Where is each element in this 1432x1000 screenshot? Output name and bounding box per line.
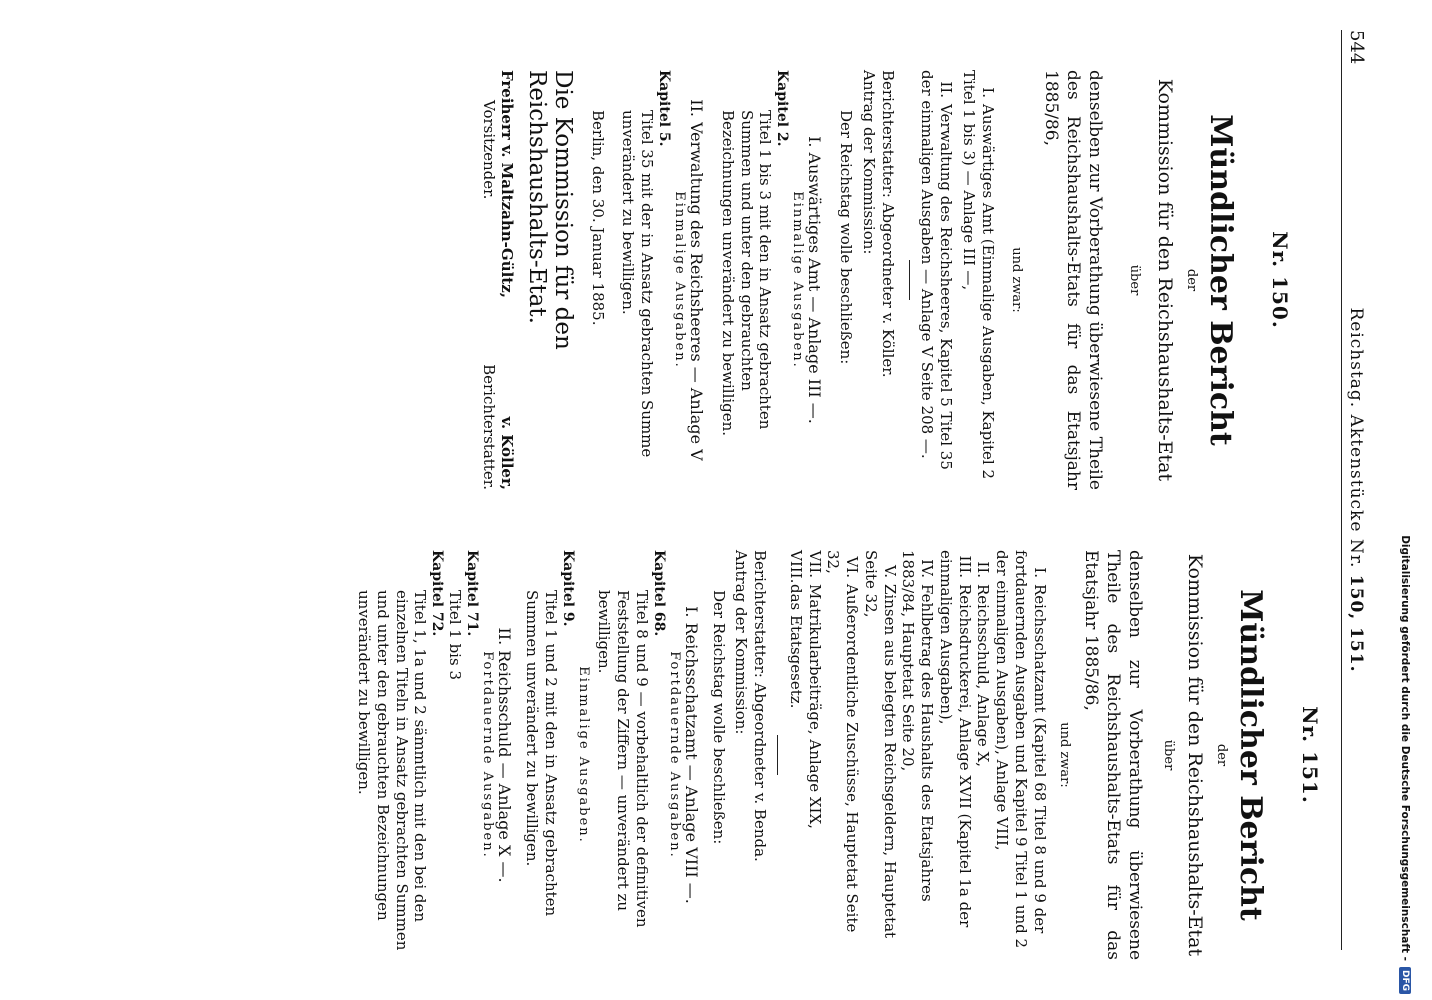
running-header [1341,30,1382,950]
ueber-label: über [1127,264,1142,296]
kapitel-72-text: Titel 1, 1a und 2 sämmtlich mit den bei den einzelnen Titeln in Ansatz gebrachten Summen und unter den gebrauchten Bezeichnungen unverändert zu bewilligen. [355,590,430,951]
list-item: II.Reichsschuld, Anlage X, [974,561,993,768]
section-II-sub: Fortdauernde Ausgaben. [480,651,496,859]
einmalige-label: Einmalige Ausgaben. [575,666,591,844]
antrag-label: Antrag der Kommission: [732,550,751,735]
digitization-credit: Digitalisierung gefördert durch die Deutsche Forschungsgemeinschaft - DFG [1378,0,1432,1000]
items-list [918,70,997,490]
section-I-title: I. Auswärtiges Amt — Anlage III —. [805,136,825,424]
kapitel-68-label: Kapitel 68. [651,550,667,637]
und-zwar: und zwar: [1056,722,1072,788]
kapitel-72-label: Kapitel 72. [429,550,446,637]
intro-text: denselben zur Vorberathung überwiesene Theile des Reichshaushalts-Etats für das Etatsjahr 1885/86, [1041,70,1105,490]
closing-commission: Die Kommission für den Reichshaushalts-Etat. [524,70,576,350]
section-I-sub: Fortdauernde Ausgaben. [667,651,682,859]
kapitel-2-label: Kapitel 2. [774,70,791,147]
beschliessen-label: Der Reichstag wolle beschließen: [709,590,728,845]
list-item: I.Auswärtiges Amt (Einmalige Ausgaben, Kapitel 2 Titel 1 bis 3) — Anlage III —, [960,70,997,480]
beschliessen-label: Der Reichstag wolle beschließen: [837,110,856,365]
doc-title: Mündlicher Bericht [1203,114,1238,446]
kapitel-2-text: Titel 1 bis 3 mit den in Ansatz gebrachten Summen und unter den gebrauchten Bezeichnungen unverändert zu bewilligen. [719,110,775,437]
der-label: der [1184,268,1199,292]
ueber-label: über [1161,739,1176,771]
reporter: Berichterstatter: Abgeordneter v. Benda. [751,550,770,862]
signatures [480,70,516,490]
section-II-sub: Einmalige Ausgaben. [672,191,688,369]
kapitel-9-text: Titel 1 und 2 mit den in Ansatz gebrachten Summen unverändert zu bewilligen. [523,590,560,917]
list-item: III.Reichsdruckerei, Anlage XVII (Kapitel 1a der einmaligen Ausgaben), [937,550,974,928]
kapitel-5-label: Kapitel 5. [656,70,673,147]
section-I-title: I. Reichsschatzamt — Anlage VIII —. [682,606,701,904]
doc-title: Mündlicher Bericht [1233,589,1268,921]
list-item: VI.Außerordentliche Zuschüsse, Hauptetat Seite 32, [824,550,862,933]
antrag-label: Antrag der Kommission: [860,70,878,255]
dfg-logo: DFG [1399,967,1411,994]
list-item: V.Zinsen aus belegten Reichsgeldern, Hauptetat Seite 32, [862,550,899,939]
reporter: Berichterstatter: Abgeordneter v. Köller. [878,70,897,378]
kapitel-9-label: Kapitel 9. [559,550,576,627]
doc-number: Nr. 150. [1268,231,1292,329]
list-item: IV.Fehlbetrag des Haushalts des Etatsjahres 1883/84, Hauptetat Seite 20, [899,550,937,902]
list-item: II.Verwaltung des Reichsheeres, Kapitel 5 Titel 35 der einmaligen Ausgaben — Anlage V Seite 208 —. [918,70,956,470]
section-II-title: II. Reichsschuld — Anlage X —. [495,627,515,883]
document-151 [355,550,1323,960]
document-150 [480,70,1292,490]
kapitel-68-text: Titel 8 und 9 — vorbehaltlich der definitiven Feststellung der Ziffern — unverändert zu bewilligen. [595,590,651,928]
divider [777,735,778,775]
list-item: VIII.das Etatsgesetz. [787,550,805,709]
running-title: Reichstag. Aktenstücke Nr. 150, 151. [1346,307,1366,673]
section-II-title: II. Verwaltung des Reichsheeres — Anlage V [687,99,707,461]
list-item: I.Reichsschatzamt (Kapitel 68 Titel 8 und 9 der fortdauernden Ausgaben und Kapitel 9 Titel 1 und 2 der einmaligen Ausgaben), Anlage VIII, [993,550,1049,949]
und-zwar: und zwar: [1008,247,1024,313]
page-number: 544 [1346,30,1367,65]
digitization-sidebar [1378,0,1432,1000]
divider [909,260,910,300]
der-label: der [1214,743,1229,767]
date-line: Berlin, den 30. Januar 1885. [588,110,607,326]
doc-number: Nr. 151. [1298,706,1322,804]
signature-left: Freiherr v. Maltzahn-Gültz, Vorsitzender. [480,70,516,298]
list-item: VII.Matrikularbeiträge, Anlage XIX, [805,550,824,829]
kapitel-71-label: Kapitel 71. [464,550,481,637]
signature-right: v. Köller, Berichterstatter. [480,364,516,490]
commission-name: Kommission für den Reichshaushalts-Etat [1154,78,1176,482]
intro-text: denselben zur Vorberathung überwiesene Theile des Reichshaushalts-Etats für das Etatsjahr 1885/86, [1081,550,1145,960]
commission-name: Kommission für den Reichshaushalts-Etat [1184,553,1206,957]
kapitel-71-text: Titel 1 bis 3 [446,590,465,680]
kapitel-5-text: Titel 35 mit der in Ansatz gebrachten Summe unverändert zu bewilligen. [619,110,657,458]
items-list [786,550,1049,960]
section-I-sub: Einmalige Ausgaben. [790,191,806,369]
